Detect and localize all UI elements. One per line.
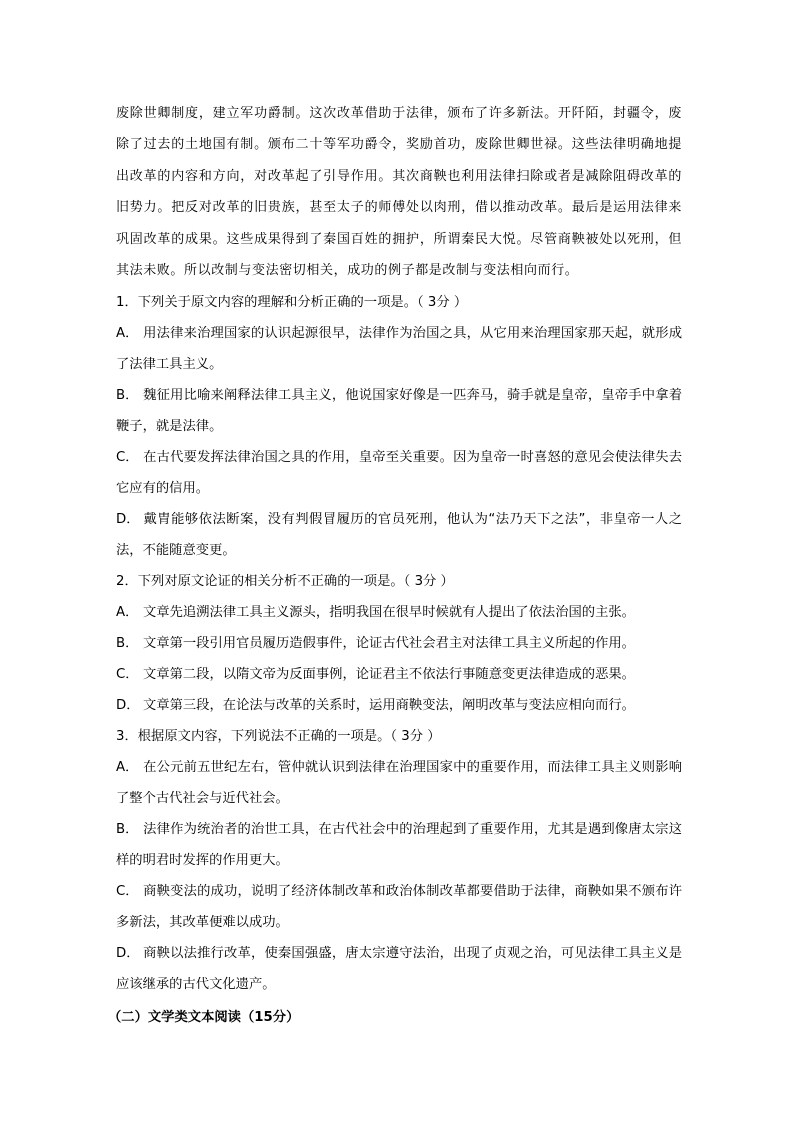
option-b bbox=[116, 380, 682, 442]
option-letter: C． bbox=[116, 667, 139, 682]
option-letter: C． bbox=[116, 884, 139, 899]
option-letter: D． bbox=[116, 512, 140, 527]
option-letter: B． bbox=[116, 388, 139, 403]
option-c bbox=[116, 876, 682, 938]
question-3 bbox=[116, 721, 682, 1000]
option-letter: A． bbox=[116, 326, 139, 341]
option-letter: A． bbox=[116, 605, 139, 620]
option-letter: C． bbox=[116, 450, 139, 465]
option-a bbox=[116, 752, 682, 814]
option-text: 文章第一段引用官员履历造假事件，论证古代社会君主对法律工具主义所起的作用。 bbox=[143, 636, 635, 651]
option-text: 用法律来治理国家的认识起源很早，法律作为治国之具，从它用来治理国家那天起，就形成了法律工具主义。 bbox=[116, 326, 682, 372]
option-text: 商鞅变法的成功，说明了经济体制改革和政治体制改革都要借助于法律，商鞅如果不颁布许多新法，其改革便难以成功。 bbox=[116, 884, 682, 930]
option-b bbox=[116, 628, 682, 659]
option-text: 戴胄能够依法断案，没有判假冒履历的官员死刑，他认为“法乃天下之法”，非皇帝一人之法，不能随意变更。 bbox=[116, 512, 682, 558]
option-d bbox=[116, 938, 682, 1000]
passage-paragraph: 废除世卿制度，建立军功爵制。这次改革借助于法律，颁布了许多新法。开阡陌，封疆令，废除了过去的土地国有制。颁布二十等军功爵令，奖励首功，废除世卿世禄。这些法律明确地提出改革的内容和方向，对改革起了引导作用。其次商鞅也利用法律扫除或者是减除阻碍改革的旧势力。把反对改革的旧贵族，甚至太子的师傅处以肉刑，借以推动改革。最后是运用法律来巩固改革的成果。这些成果得到了秦国百姓的拥护，所谓秦民大悦。尽管商鞅被处以死刑，但其法未败。所以改制与变法密切相关，成功的例子都是改制与变法相向而行。 bbox=[116, 106, 682, 279]
question-title: 2．下列对原文论证的相关分析不正确的一项是。（ 3分 ） bbox=[116, 574, 454, 589]
questions-block bbox=[116, 287, 682, 1000]
option-b bbox=[116, 814, 682, 876]
option-c bbox=[116, 442, 682, 504]
question-title: 3．根据原文内容，下列说法不正确的一项是。（ 3分 ） bbox=[116, 729, 441, 744]
option-d bbox=[116, 504, 682, 566]
option-text: 商鞅以法推行改革，使秦国强盛，唐太宗遵守法治，出现了贞观之治，可见法律工具主义是应该继承的古代文化遗产。 bbox=[116, 946, 682, 992]
question-2 bbox=[116, 566, 682, 721]
option-letter: B． bbox=[116, 636, 139, 651]
option-text: 在公元前五世纪左右，管仲就认识到法律在治理国家中的重要作用，而法律工具主义则影响了整个古代社会与近代社会。 bbox=[116, 760, 682, 806]
option-text: 文章第三段，在论法与改革的关系时，运用商鞅变法，阐明改革与变法应相向而行。 bbox=[143, 698, 635, 713]
option-text: 法律作为统治者的治世工具，在古代社会中的治理起到了重要作用，尤其是遇到像唐太宗这样的明君时发挥的作用更大。 bbox=[116, 822, 682, 868]
option-a bbox=[116, 597, 682, 628]
option-letter: B． bbox=[116, 822, 139, 837]
option-letter: D． bbox=[116, 946, 140, 961]
option-letter: D． bbox=[116, 698, 140, 713]
passage-text-block bbox=[116, 98, 682, 286]
question-1 bbox=[116, 287, 682, 566]
option-text: 魏征用比喻来阐释法律工具主义，他说国家好像是一匹奔马，骑手就是皇帝，皇帝手中拿着鞭子，就是法律。 bbox=[116, 388, 682, 434]
question-title: 1．下列关于原文内容的理解和分析正确的一项是。（ 3分 ） bbox=[116, 295, 468, 310]
option-a bbox=[116, 318, 682, 380]
option-letter: A． bbox=[116, 760, 139, 775]
option-d bbox=[116, 690, 682, 721]
option-text: 文章第二段，以隋文帝为反面事例，论证君主不依法行事随意变更法律造成的恶果。 bbox=[143, 667, 635, 682]
section-heading: （二）文学类文本阅读（15分） bbox=[108, 1010, 300, 1025]
option-text: 文章先追溯法律工具主义源头，指明我国在很早时候就有人提出了依法治国的主张。 bbox=[143, 605, 635, 620]
option-text: 在古代要发挥法律治国之具的作用，皇帝至关重要。因为皇帝一时喜怒的意见会使法律失去它应有的信用。 bbox=[116, 450, 682, 496]
option-c bbox=[116, 659, 682, 690]
